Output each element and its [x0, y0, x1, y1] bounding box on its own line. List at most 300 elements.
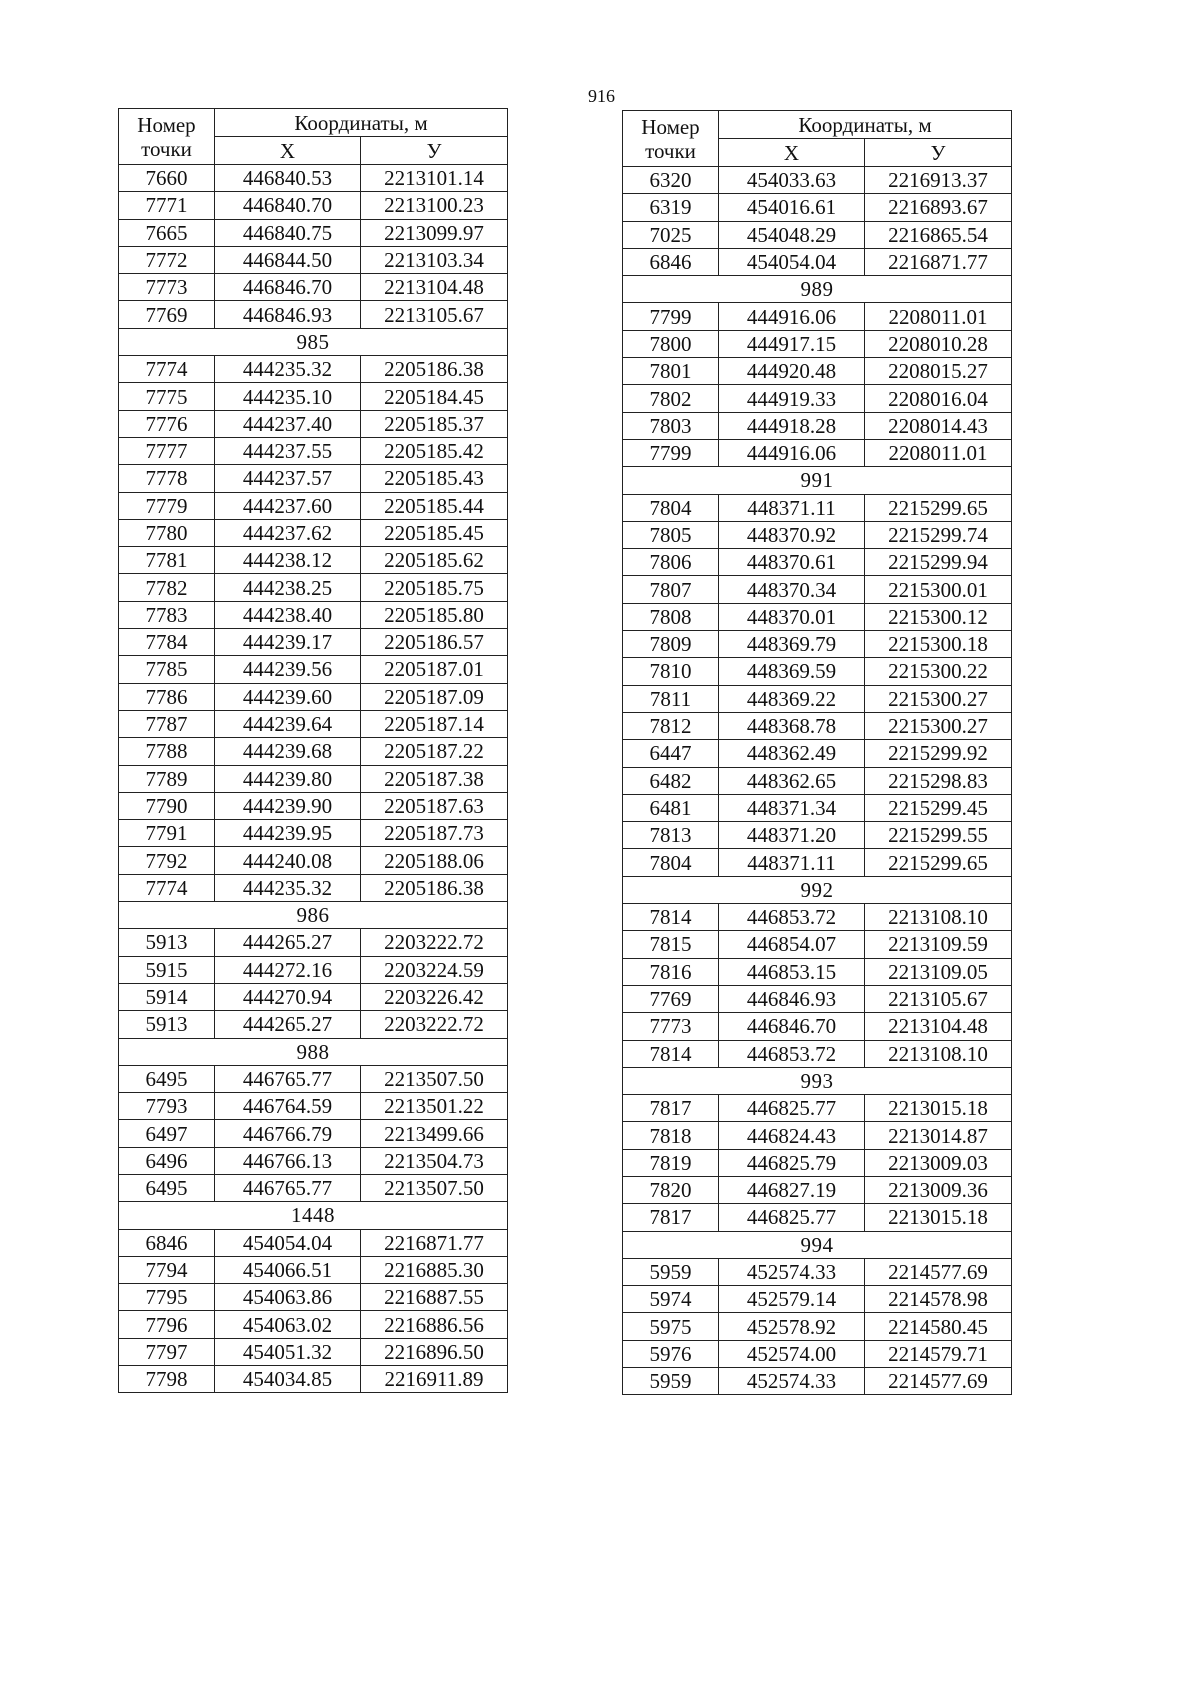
point-number-cell: 6319 — [623, 194, 719, 221]
x-coordinate-cell: 446840.53 — [215, 165, 361, 192]
x-coordinate-cell: 444237.60 — [215, 492, 361, 519]
x-coordinate-cell: 452574.00 — [719, 1340, 865, 1367]
y-coordinate-cell: 2214577.69 — [865, 1258, 1012, 1285]
point-number-cell: 7773 — [623, 1013, 719, 1040]
table-row — [119, 792, 508, 819]
y-coordinate-cell: 2213105.67 — [361, 301, 508, 328]
y-coordinate-cell: 2205185.37 — [361, 410, 508, 437]
y-coordinate-cell: 2205187.14 — [361, 710, 508, 737]
coordinates-header: Координаты, м — [215, 109, 508, 137]
x-coordinate-cell: 452578.92 — [719, 1313, 865, 1340]
y-coordinate-cell: 2213014.87 — [865, 1122, 1012, 1149]
point-number-header-line1: Номер — [641, 114, 700, 139]
point-number-cell: 7799 — [623, 439, 719, 466]
header-row — [623, 111, 1012, 139]
point-number-cell: 7769 — [119, 301, 215, 328]
x-column-header: Х — [215, 137, 361, 165]
table-row — [119, 1065, 508, 1092]
point-number-cell: 7815 — [623, 931, 719, 958]
table-row — [623, 167, 1012, 194]
y-coordinate-cell: 2213101.14 — [361, 165, 508, 192]
table-row — [119, 1174, 508, 1201]
point-number-header-line2: точки — [645, 138, 696, 163]
point-number-cell: 7775 — [119, 383, 215, 410]
page-number: 916 — [588, 86, 615, 106]
point-number-cell: 5959 — [623, 1258, 719, 1285]
table-row — [623, 1013, 1012, 1040]
table-row — [119, 1366, 508, 1393]
y-coordinate-cell: 2205185.80 — [361, 601, 508, 628]
x-coordinate-cell: 448369.79 — [719, 631, 865, 658]
point-number-cell: 7777 — [119, 437, 215, 464]
table-row — [119, 874, 508, 901]
y-coordinate-cell: 2205188.06 — [361, 847, 508, 874]
x-coordinate-cell: 448362.49 — [719, 740, 865, 767]
y-coordinate-cell: 2205184.45 — [361, 383, 508, 410]
table-row — [119, 683, 508, 710]
point-number-header-line1: Номер — [137, 112, 196, 137]
section-label: 1448 — [119, 1202, 508, 1229]
x-coordinate-cell: 454051.32 — [215, 1338, 361, 1365]
x-coordinate-cell: 444239.95 — [215, 820, 361, 847]
y-coordinate-cell: 2215299.65 — [865, 849, 1012, 876]
x-coordinate-cell: 452574.33 — [719, 1368, 865, 1395]
y-coordinate-cell: 2215300.12 — [865, 603, 1012, 630]
table-row — [119, 574, 508, 601]
point-number-cell: 7816 — [623, 958, 719, 985]
y-coordinate-cell: 2216896.50 — [361, 1338, 508, 1365]
table-row — [119, 383, 508, 410]
x-coordinate-cell: 446824.43 — [719, 1122, 865, 1149]
table-row — [119, 410, 508, 437]
y-coordinate-cell: 2214579.71 — [865, 1340, 1012, 1367]
header-row — [119, 109, 508, 137]
point-number-cell: 7792 — [119, 847, 215, 874]
table-row — [623, 494, 1012, 521]
point-number-cell: 7769 — [623, 985, 719, 1012]
point-number-cell: 6481 — [623, 794, 719, 821]
y-coordinate-cell: 2208011.01 — [865, 303, 1012, 330]
x-coordinate-cell: 444239.64 — [215, 710, 361, 737]
point-number-cell: 7803 — [623, 412, 719, 439]
point-number-cell: 6447 — [623, 740, 719, 767]
x-coordinate-cell: 454063.02 — [215, 1311, 361, 1338]
x-coordinate-cell: 444917.15 — [719, 330, 865, 357]
coordinates-table-right — [622, 110, 1012, 1395]
x-coordinate-cell: 446853.72 — [719, 904, 865, 931]
x-coordinate-cell: 444238.12 — [215, 547, 361, 574]
y-coordinate-cell: 2205185.43 — [361, 465, 508, 492]
table-row — [623, 794, 1012, 821]
y-coordinate-cell: 2216885.30 — [361, 1256, 508, 1283]
x-coordinate-cell: 444238.25 — [215, 574, 361, 601]
point-number-cell: 7774 — [119, 356, 215, 383]
table-row — [623, 1313, 1012, 1340]
point-number-cell: 7807 — [623, 576, 719, 603]
table-row — [623, 1122, 1012, 1149]
table-row — [119, 983, 508, 1010]
point-number-cell: 7814 — [623, 904, 719, 931]
table-row — [623, 603, 1012, 630]
y-coordinate-cell: 2213015.18 — [865, 1095, 1012, 1122]
point-number-cell: 6482 — [623, 767, 719, 794]
table-row — [623, 1095, 1012, 1122]
point-number-cell: 7794 — [119, 1256, 215, 1283]
section-row — [623, 1067, 1012, 1094]
y-coordinate-cell: 2205186.38 — [361, 356, 508, 383]
x-coordinate-cell: 454034.85 — [215, 1366, 361, 1393]
point-number-cell: 7798 — [119, 1366, 215, 1393]
table-row — [119, 1284, 508, 1311]
x-coordinate-cell: 444270.94 — [215, 983, 361, 1010]
y-coordinate-cell: 2214580.45 — [865, 1313, 1012, 1340]
point-number-cell: 7785 — [119, 656, 215, 683]
section-label: 993 — [623, 1067, 1012, 1094]
y-coordinate-cell: 2216893.67 — [865, 194, 1012, 221]
x-coordinate-cell: 446846.93 — [719, 985, 865, 1012]
point-number-cell: 5959 — [623, 1368, 719, 1395]
y-coordinate-cell: 2213108.10 — [865, 904, 1012, 931]
table-row — [119, 1229, 508, 1256]
table-row — [119, 1338, 508, 1365]
table-row — [119, 165, 508, 192]
point-number-cell: 6846 — [623, 248, 719, 275]
point-number-cell: 7790 — [119, 792, 215, 819]
x-coordinate-cell: 444240.08 — [215, 847, 361, 874]
x-coordinate-cell: 444237.40 — [215, 410, 361, 437]
table-row — [623, 1368, 1012, 1395]
table-row — [119, 1011, 508, 1038]
section-row — [119, 1202, 508, 1229]
x-coordinate-cell: 444265.27 — [215, 929, 361, 956]
table-row — [119, 492, 508, 519]
table-body-left — [119, 165, 508, 1393]
y-coordinate-cell: 2205187.73 — [361, 820, 508, 847]
table-row — [623, 1176, 1012, 1203]
y-coordinate-cell: 2215299.94 — [865, 549, 1012, 576]
table-row — [119, 1093, 508, 1120]
coordinates-table-left — [118, 108, 508, 1393]
x-coordinate-cell: 448370.61 — [719, 549, 865, 576]
table-row — [623, 1149, 1012, 1176]
x-coordinate-cell: 454054.04 — [215, 1229, 361, 1256]
y-coordinate-cell: 2215300.27 — [865, 712, 1012, 739]
y-coordinate-cell: 2213504.73 — [361, 1147, 508, 1174]
table-row — [119, 1311, 508, 1338]
table-row — [623, 822, 1012, 849]
x-coordinate-cell: 448370.92 — [719, 521, 865, 548]
point-number-cell: 7801 — [623, 358, 719, 385]
y-coordinate-cell: 2215299.65 — [865, 494, 1012, 521]
point-number-header — [119, 109, 215, 165]
x-coordinate-cell: 444919.33 — [719, 385, 865, 412]
table-row — [119, 820, 508, 847]
y-coordinate-cell: 2216871.77 — [361, 1229, 508, 1256]
table-row — [119, 929, 508, 956]
point-number-cell: 7025 — [623, 221, 719, 248]
point-number-cell: 7660 — [119, 165, 215, 192]
x-coordinate-cell: 446854.07 — [719, 931, 865, 958]
y-coordinate-cell: 2203222.72 — [361, 929, 508, 956]
y-coordinate-cell: 2216887.55 — [361, 1284, 508, 1311]
x-coordinate-cell: 448371.11 — [719, 494, 865, 521]
x-coordinate-cell: 448370.01 — [719, 603, 865, 630]
table-row — [119, 956, 508, 983]
table-row — [119, 601, 508, 628]
y-coordinate-cell: 2213104.48 — [361, 274, 508, 301]
point-number-cell: 7811 — [623, 685, 719, 712]
table-row — [119, 437, 508, 464]
point-number-cell: 7820 — [623, 1176, 719, 1203]
x-coordinate-cell: 444235.10 — [215, 383, 361, 410]
x-coordinate-cell: 444265.27 — [215, 1011, 361, 1038]
x-coordinate-cell: 446766.79 — [215, 1120, 361, 1147]
y-coordinate-cell: 2208011.01 — [865, 439, 1012, 466]
x-coordinate-cell: 444272.16 — [215, 956, 361, 983]
point-number-cell: 7809 — [623, 631, 719, 658]
y-coordinate-cell: 2205185.62 — [361, 547, 508, 574]
table-row — [623, 767, 1012, 794]
y-coordinate-cell: 2205187.01 — [361, 656, 508, 683]
table-row — [623, 330, 1012, 357]
table-row — [119, 1256, 508, 1283]
section-label: 994 — [623, 1231, 1012, 1258]
y-coordinate-cell: 2213099.97 — [361, 219, 508, 246]
x-coordinate-cell: 446844.50 — [215, 246, 361, 273]
point-number-cell: 7772 — [119, 246, 215, 273]
point-number-cell: 7817 — [623, 1095, 719, 1122]
x-coordinate-cell: 446846.93 — [215, 301, 361, 328]
table-row — [623, 303, 1012, 330]
y-coordinate-cell: 2213501.22 — [361, 1093, 508, 1120]
point-number-cell: 7808 — [623, 603, 719, 630]
y-coordinate-cell: 2215298.83 — [865, 767, 1012, 794]
x-coordinate-cell: 446765.77 — [215, 1174, 361, 1201]
table-row — [119, 356, 508, 383]
point-number-cell: 7810 — [623, 658, 719, 685]
table-row — [623, 985, 1012, 1012]
y-coordinate-cell: 2213507.50 — [361, 1174, 508, 1201]
table-row — [623, 1340, 1012, 1367]
x-coordinate-cell: 444235.32 — [215, 874, 361, 901]
x-coordinate-cell: 444235.32 — [215, 356, 361, 383]
x-coordinate-cell: 444239.60 — [215, 683, 361, 710]
y-coordinate-cell: 2215299.55 — [865, 822, 1012, 849]
y-coordinate-cell: 2216911.89 — [361, 1366, 508, 1393]
table-row — [623, 248, 1012, 275]
point-number-cell: 7800 — [623, 330, 719, 357]
y-column-header: У — [865, 139, 1012, 167]
table-row — [119, 219, 508, 246]
table-row — [119, 519, 508, 546]
section-row — [119, 1038, 508, 1065]
y-coordinate-cell: 2203226.42 — [361, 983, 508, 1010]
point-number-cell: 7780 — [119, 519, 215, 546]
y-coordinate-cell: 2213507.50 — [361, 1065, 508, 1092]
x-coordinate-cell: 444916.06 — [719, 303, 865, 330]
y-coordinate-cell: 2208014.43 — [865, 412, 1012, 439]
x-coordinate-cell: 446766.13 — [215, 1147, 361, 1174]
table-row — [119, 1147, 508, 1174]
y-coordinate-cell: 2213109.59 — [865, 931, 1012, 958]
table-row — [623, 385, 1012, 412]
point-number-cell: 7805 — [623, 521, 719, 548]
x-coordinate-cell: 454063.86 — [215, 1284, 361, 1311]
y-coordinate-cell: 2213009.03 — [865, 1149, 1012, 1176]
table-row — [119, 465, 508, 492]
y-coordinate-cell: 2205187.22 — [361, 738, 508, 765]
point-number-cell: 6495 — [119, 1065, 215, 1092]
x-coordinate-cell: 444237.57 — [215, 465, 361, 492]
point-number-cell: 7812 — [623, 712, 719, 739]
table-row — [623, 849, 1012, 876]
section-row — [119, 902, 508, 929]
point-number-cell: 7817 — [623, 1204, 719, 1231]
x-coordinate-cell: 444239.56 — [215, 656, 361, 683]
point-number-cell: 7781 — [119, 547, 215, 574]
table-row — [623, 576, 1012, 603]
x-coordinate-cell: 448371.11 — [719, 849, 865, 876]
y-coordinate-cell: 2215300.18 — [865, 631, 1012, 658]
x-coordinate-cell: 446827.19 — [719, 1176, 865, 1203]
y-coordinate-cell: 2215300.01 — [865, 576, 1012, 603]
point-number-cell: 5975 — [623, 1313, 719, 1340]
x-coordinate-cell: 454048.29 — [719, 221, 865, 248]
point-number-cell: 7771 — [119, 192, 215, 219]
table-row — [119, 274, 508, 301]
table-row — [119, 765, 508, 792]
y-coordinate-cell: 2213009.36 — [865, 1176, 1012, 1203]
x-coordinate-cell: 454054.04 — [719, 248, 865, 275]
y-coordinate-cell: 2213105.67 — [865, 985, 1012, 1012]
point-number-cell: 5914 — [119, 983, 215, 1010]
y-coordinate-cell: 2205185.75 — [361, 574, 508, 601]
table-row — [623, 958, 1012, 985]
y-coordinate-cell: 2215299.74 — [865, 521, 1012, 548]
y-coordinate-cell: 2205186.57 — [361, 629, 508, 656]
table-row — [119, 738, 508, 765]
point-number-cell: 6495 — [119, 1174, 215, 1201]
point-number-cell: 7665 — [119, 219, 215, 246]
table-row — [623, 658, 1012, 685]
point-number-cell: 5915 — [119, 956, 215, 983]
x-coordinate-cell: 444918.28 — [719, 412, 865, 439]
table-row — [119, 192, 508, 219]
y-coordinate-cell: 2216886.56 — [361, 1311, 508, 1338]
table-row — [119, 656, 508, 683]
point-number-cell: 7773 — [119, 274, 215, 301]
y-coordinate-cell: 2213103.34 — [361, 246, 508, 273]
y-coordinate-cell: 2213100.23 — [361, 192, 508, 219]
section-row — [623, 276, 1012, 303]
table-row — [623, 931, 1012, 958]
point-number-cell: 7802 — [623, 385, 719, 412]
x-coordinate-cell: 446765.77 — [215, 1065, 361, 1092]
point-number-cell: 7793 — [119, 1093, 215, 1120]
y-coordinate-cell: 2205185.45 — [361, 519, 508, 546]
table-row — [119, 301, 508, 328]
y-coordinate-cell: 2205185.42 — [361, 437, 508, 464]
table-row — [623, 521, 1012, 548]
table-row — [119, 246, 508, 273]
section-label: 988 — [119, 1038, 508, 1065]
x-coordinate-cell: 452579.14 — [719, 1286, 865, 1313]
table-row — [623, 549, 1012, 576]
y-coordinate-cell: 2205187.09 — [361, 683, 508, 710]
table-row — [119, 547, 508, 574]
section-label: 989 — [623, 276, 1012, 303]
table-row — [623, 221, 1012, 248]
x-coordinate-cell: 454033.63 — [719, 167, 865, 194]
y-coordinate-cell: 2213104.48 — [865, 1013, 1012, 1040]
point-number-cell: 6497 — [119, 1120, 215, 1147]
point-number-cell: 5976 — [623, 1340, 719, 1367]
point-number-cell: 7804 — [623, 494, 719, 521]
table-row — [623, 1286, 1012, 1313]
table-row — [623, 631, 1012, 658]
table-row — [119, 1120, 508, 1147]
y-coordinate-cell: 2203224.59 — [361, 956, 508, 983]
table-row — [623, 439, 1012, 466]
x-coordinate-cell: 446840.75 — [215, 219, 361, 246]
x-coordinate-cell: 446825.77 — [719, 1095, 865, 1122]
y-coordinate-cell: 2205187.38 — [361, 765, 508, 792]
table-row — [623, 1204, 1012, 1231]
point-number-cell: 7788 — [119, 738, 215, 765]
point-number-header — [623, 111, 719, 167]
section-label: 986 — [119, 902, 508, 929]
y-coordinate-cell: 2214577.69 — [865, 1368, 1012, 1395]
table-row — [623, 194, 1012, 221]
point-number-cell: 7779 — [119, 492, 215, 519]
point-number-cell: 7806 — [623, 549, 719, 576]
point-number-cell: 7789 — [119, 765, 215, 792]
x-coordinate-cell: 444239.17 — [215, 629, 361, 656]
point-number-cell: 5913 — [119, 1011, 215, 1038]
table-row — [119, 847, 508, 874]
x-coordinate-cell: 444916.06 — [719, 439, 865, 466]
y-coordinate-cell: 2213015.18 — [865, 1204, 1012, 1231]
point-number-cell: 6320 — [623, 167, 719, 194]
x-coordinate-cell: 446825.79 — [719, 1149, 865, 1176]
x-coordinate-cell: 444920.48 — [719, 358, 865, 385]
x-column-header: Х — [719, 139, 865, 167]
section-row — [623, 467, 1012, 494]
point-number-cell: 7814 — [623, 1040, 719, 1067]
y-coordinate-cell: 2205187.63 — [361, 792, 508, 819]
x-coordinate-cell: 454066.51 — [215, 1256, 361, 1283]
y-coordinate-cell: 2214578.98 — [865, 1286, 1012, 1313]
point-number-cell: 7784 — [119, 629, 215, 656]
table-row — [623, 712, 1012, 739]
section-row — [623, 876, 1012, 903]
y-coordinate-cell: 2215300.27 — [865, 685, 1012, 712]
x-coordinate-cell: 446846.70 — [215, 274, 361, 301]
table-row — [623, 1040, 1012, 1067]
point-number-cell: 7786 — [119, 683, 215, 710]
point-number-cell: 7818 — [623, 1122, 719, 1149]
x-coordinate-cell: 444239.68 — [215, 738, 361, 765]
table-row — [623, 412, 1012, 439]
y-coordinate-cell: 2213108.10 — [865, 1040, 1012, 1067]
y-coordinate-cell: 2208015.27 — [865, 358, 1012, 385]
section-label: 992 — [623, 876, 1012, 903]
point-number-cell: 7799 — [623, 303, 719, 330]
point-number-cell: 7776 — [119, 410, 215, 437]
point-number-cell: 7797 — [119, 1338, 215, 1365]
y-coordinate-cell: 2205185.44 — [361, 492, 508, 519]
point-number-cell: 6496 — [119, 1147, 215, 1174]
